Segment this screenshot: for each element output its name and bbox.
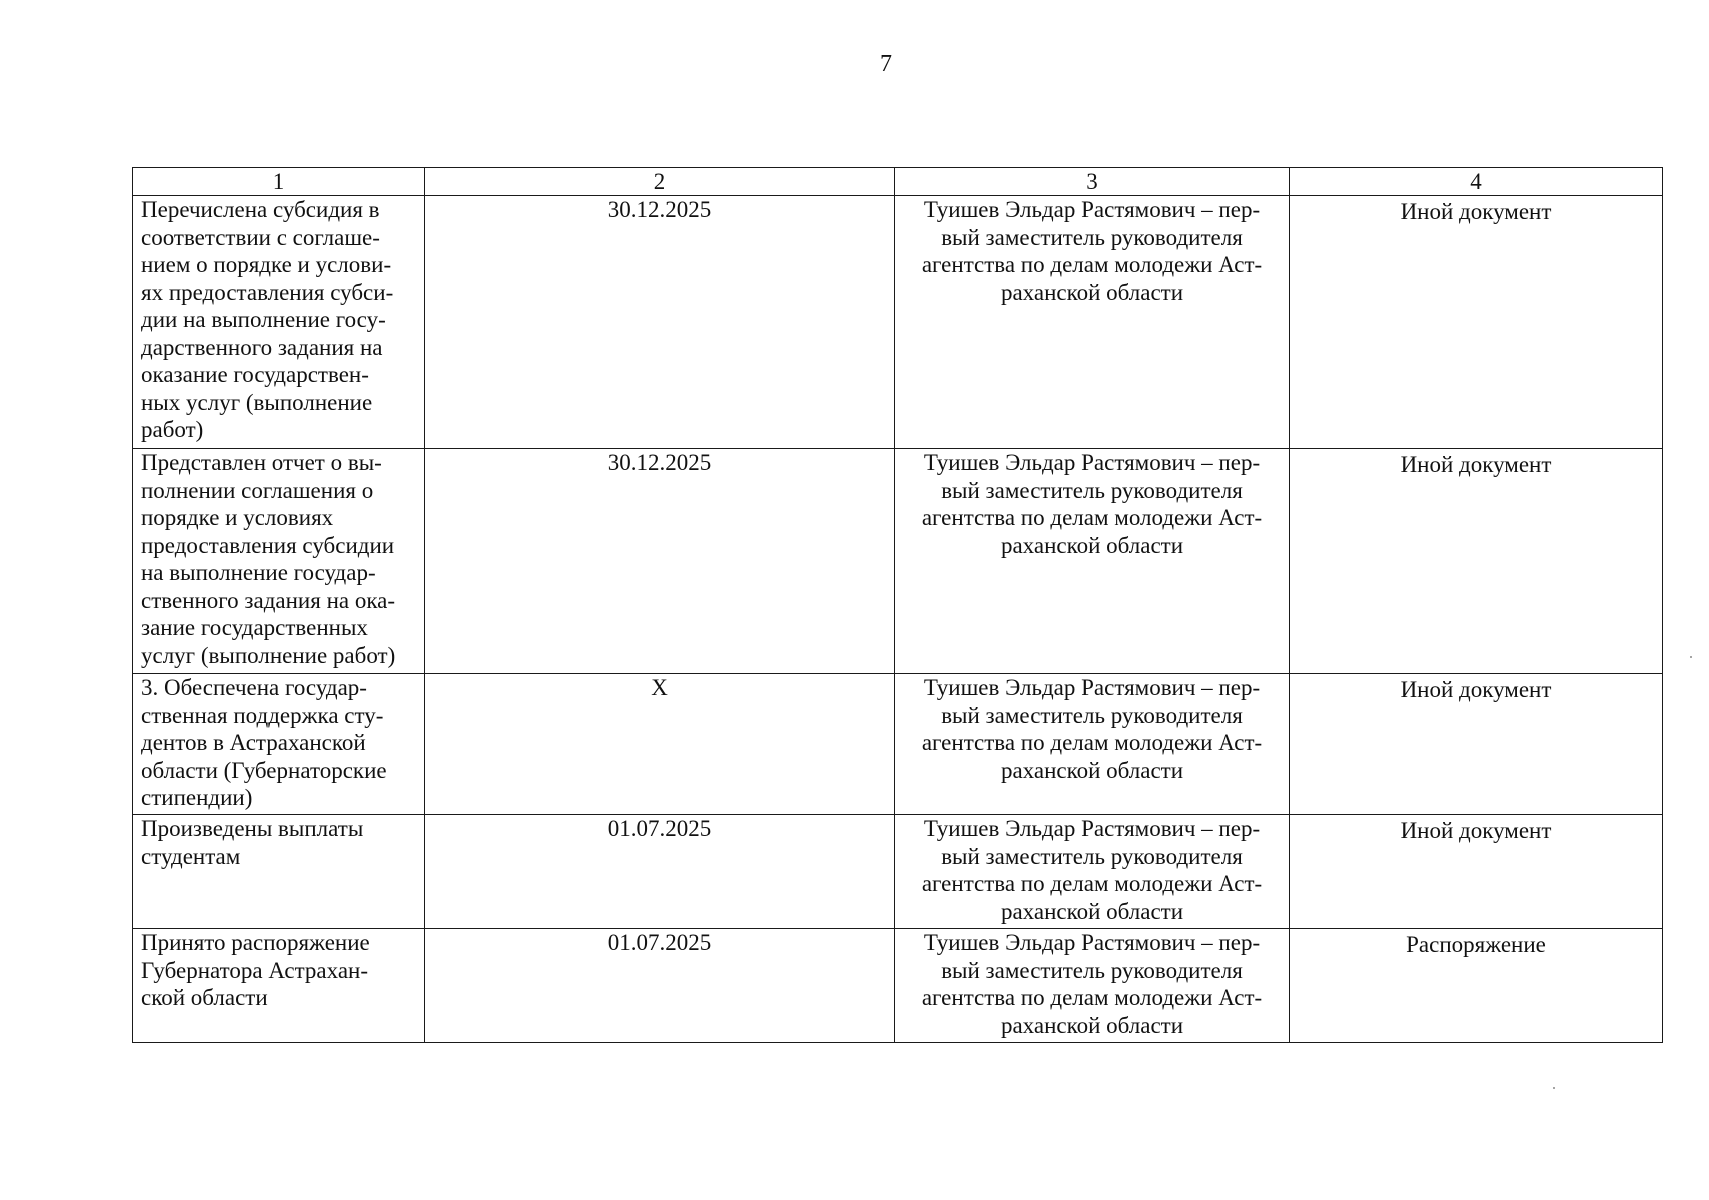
- date-cell: X: [425, 674, 895, 815]
- responsible-line: агентства по делам молодежи Аст-: [921, 985, 1263, 1010]
- table-row: [133, 929, 1663, 1043]
- table-header-row: [133, 168, 1663, 196]
- event-line: зание государственных: [141, 615, 368, 640]
- event-line: Перечислена субсидия в: [141, 197, 380, 222]
- page-number: 7: [880, 51, 892, 77]
- responsible-line: агентства по делам молодежи Аст-: [921, 730, 1263, 755]
- responsible-cell: [895, 196, 1290, 449]
- table-row: [133, 196, 1663, 449]
- event-line: ственного задания на ока-: [141, 587, 396, 613]
- responsible-line: раханской области: [1000, 279, 1184, 305]
- event-line: работ): [141, 417, 204, 442]
- responsible-cell: [895, 815, 1290, 929]
- date-cell: 01.07.2025: [425, 815, 895, 929]
- event-line: дии на выполнение госу-: [141, 307, 386, 332]
- document-type-cell: Распоряжение: [1290, 929, 1663, 1043]
- event-line: 3. Обеспечена государ-: [141, 675, 367, 700]
- event-line: ственная поддержка сту-: [141, 702, 384, 728]
- table-row: [133, 449, 1663, 674]
- document-type-cell: Иной документ: [1290, 815, 1663, 929]
- event-line: студентам: [141, 843, 241, 869]
- column-header-2: 2: [425, 168, 895, 196]
- document-type-cell: Иной документ: [1290, 674, 1663, 815]
- responsible-line: раханской области: [1000, 1012, 1184, 1038]
- event-line: соответствии с соглаше-: [141, 224, 380, 250]
- event-line: на выполнение государ-: [141, 560, 376, 585]
- event-line: порядке и условиях: [141, 505, 334, 530]
- responsible-line: вый заместитель руководителя: [941, 702, 1243, 728]
- event-line: услуг (выполнение работ): [141, 642, 396, 668]
- event-line: стипендии): [141, 785, 253, 810]
- responsible-line: Туишев Эльдар Растямович – пер-: [923, 816, 1261, 841]
- column-header-4: 4: [1290, 168, 1663, 196]
- event-line: области (Губернаторские: [141, 757, 387, 783]
- event-cell: [133, 929, 425, 1043]
- event-line: нием о порядке и услови-: [141, 252, 392, 277]
- event-line: Представлен отчет о вы-: [141, 450, 382, 475]
- responsible-line: Туишев Эльдар Растямович – пер-: [923, 450, 1261, 475]
- date-cell: 30.12.2025: [425, 196, 895, 449]
- event-line: Принято распоряжение: [141, 930, 370, 955]
- responsible-line: раханской области: [1000, 532, 1184, 558]
- responsible-line: агентства по делам молодежи Аст-: [921, 871, 1263, 896]
- responsible-line: вый заместитель руководителя: [941, 477, 1243, 503]
- responsible-cell: [895, 449, 1290, 674]
- responsible-line: Туишев Эльдар Растямович – пер-: [923, 930, 1261, 955]
- event-line: Произведены выплаты: [141, 816, 364, 841]
- responsible-line: вый заместитель руководителя: [941, 957, 1243, 983]
- responsible-line: раханской области: [1000, 898, 1184, 924]
- document-type-cell: Иной документ: [1290, 449, 1663, 674]
- event-line: дентов в Астраханской: [141, 730, 366, 755]
- table-row: [133, 815, 1663, 929]
- event-line: Губернатора Астрахан-: [141, 957, 369, 983]
- event-line: ской области: [141, 985, 268, 1010]
- event-cell: [133, 674, 425, 815]
- event-line: полнении соглашения о: [141, 477, 374, 503]
- responsible-cell: [895, 929, 1290, 1043]
- document-type-cell: Иной документ: [1290, 196, 1663, 449]
- event-cell: [133, 449, 425, 674]
- event-line: оказание государствен-: [141, 362, 369, 387]
- event-line: предоставления субсидии: [141, 532, 395, 558]
- column-header-1: 1: [133, 168, 425, 196]
- responsible-line: Туишев Эльдар Растямович – пер-: [923, 197, 1261, 222]
- column-header-3: 3: [895, 168, 1290, 196]
- date-cell: 01.07.2025: [425, 929, 895, 1043]
- responsible-line: раханской области: [1000, 757, 1184, 783]
- responsible-line: вый заместитель руководителя: [941, 224, 1243, 250]
- implementation-plan-table: [132, 167, 1663, 1043]
- table-row: [133, 674, 1663, 815]
- scan-speck: [1690, 656, 1692, 658]
- responsible-line: агентства по делам молодежи Аст-: [921, 252, 1263, 277]
- responsible-cell: [895, 674, 1290, 815]
- event-cell: [133, 196, 425, 449]
- event-line: ных услуг (выполнение: [141, 389, 373, 415]
- responsible-line: вый заместитель руководителя: [941, 843, 1243, 869]
- scan-speck: [1553, 1087, 1555, 1089]
- responsible-line: Туишев Эльдар Растямович – пер-: [923, 675, 1261, 700]
- event-line: дарственного задания на: [141, 334, 383, 360]
- date-cell: 30.12.2025: [425, 449, 895, 674]
- event-line: ях предоставления субси-: [141, 279, 394, 305]
- event-cell: [133, 815, 425, 929]
- responsible-line: агентства по делам молодежи Аст-: [921, 505, 1263, 530]
